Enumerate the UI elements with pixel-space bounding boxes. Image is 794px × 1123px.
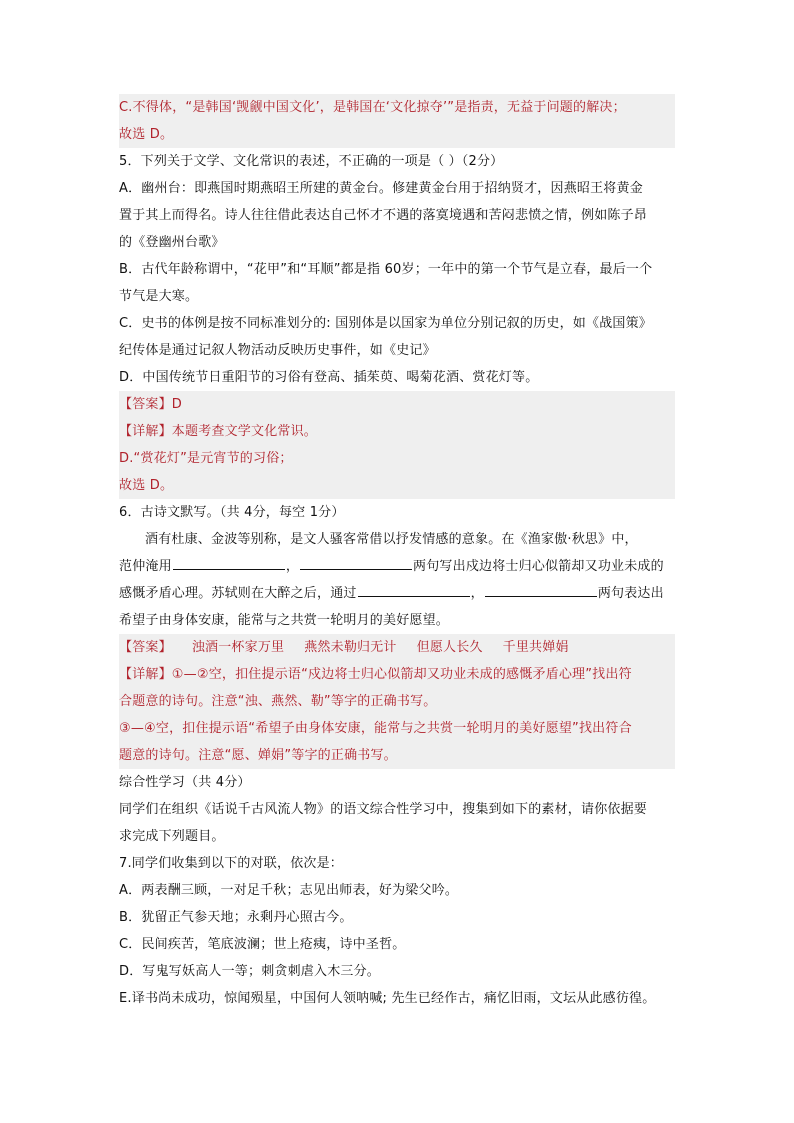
answer-label: 【答案】 [119, 640, 172, 655]
q6-text: 两句写出戍边将士归心似箭却又功业未成的 [413, 559, 664, 574]
q7-couplet-e: E.译书尚未成功，惊闻殒星，中国何人领呐喊; 先生已经作古，痛忆旧雨，文坛从此感彷徨。 [119, 991, 656, 1006]
q4-explanation-c: C.不得体，“是韩国‘觊觎中国文化’，是韩国在‘文化掠夺’”是指责，无益于问题的解决； [119, 94, 675, 121]
q5-option-a-line1: A．幽州台：即燕国时期燕昭王所建的黄金台。修建黄金台用于招纳贤才，因燕昭王将黄金 [119, 181, 643, 196]
fill-blank-4[interactable] [485, 581, 597, 597]
comprehensive-title: 综合性学习（共 4分） [119, 775, 251, 790]
comprehensive-intro-2: 求完成下列题目。 [119, 829, 225, 844]
q5-option-b-line1: B．古代年龄称谓中，“花甲”和“耳顺”都是指 60岁；一年中的第一个节气是立春，最后一个 [119, 262, 653, 277]
q5-option-a-line2: 置于其上而得名。诗人往往借此表达自己怀才不遇的落寞境遇和苦闷悲愤之情，例如陈子昂 [119, 208, 648, 223]
q5-explanation-1: 【详解】本题考查文学文化常识。 [119, 418, 675, 445]
q6-text: 范仲淹用 [119, 559, 172, 574]
q5-option-b-line2: 节气是大寒。 [119, 289, 199, 304]
answer-2: 燕然未勒归无计 [304, 640, 397, 655]
q6-explanation-2: 合题意的诗句。注意“浊、燕然、勒”等字的正确书写。 [119, 688, 675, 715]
q5-option-c-line2: 纪传体是通过记叙人物活动反映历史事件，如《史记》 [119, 343, 436, 358]
q6-passage-line1: 酒有杜康、金波等别称，是文人骚客常借以抒发情感的意象。在《渔家傲·秋思》中， [145, 532, 638, 547]
q6-text: 两句表达出 [597, 586, 664, 601]
fill-blank-1[interactable] [173, 554, 285, 570]
answer-4: 千里共婵娟 [502, 640, 569, 655]
q5-option-d: D．中国传统节日重阳节的习俗有登高、插茱萸、喝菊花酒、赏花灯等。 [119, 370, 539, 385]
fill-blank-3[interactable] [358, 581, 470, 597]
q6-answer [119, 634, 675, 661]
answer-3: 但愿人长久 [416, 640, 483, 655]
q6-explanation-1: 【详解】①—②空，扣住提示语“戍边将士归心似箭却又功业未成的感慨矛盾心理”找出符 [119, 661, 675, 688]
q4-conclusion: 故选 D。 [119, 121, 675, 148]
q7-couplet-c: C．民间疾苦，笔底波澜；世上疮痍，诗中圣哲。 [119, 937, 406, 952]
q5-answer: 【答案】D [119, 391, 675, 418]
q5-explanation-3: 故选 D。 [119, 472, 675, 499]
q6-passage-line3 [119, 580, 675, 607]
q5-option-a-line3: 的《登幽州台歌》 [119, 235, 225, 250]
q6-passage-line2 [119, 553, 675, 580]
q6-text: ， [470, 586, 484, 601]
q7-couplet-d: D．写鬼写妖高人一等；刺贪刺虐入木三分。 [119, 964, 381, 979]
q6-text: ， [285, 559, 300, 574]
q7-title: 7.同学们收集到以下的对联，依次是： [119, 856, 344, 871]
page-content [119, 94, 675, 1012]
comprehensive-intro-1: 同学们在组织《话说千古风流人物》的语文综合性学习中，搜集到如下的素材，请你依据要 [119, 802, 648, 817]
q5-option-c-line1: C．史书的体例是按不同标准划分的: 国别体是以国家为单位分别记叙的历史，如《战国策》 [119, 316, 652, 331]
q6-explanation-4: 题意的诗句。注意“愿、婵娟”等字的正确书写。 [119, 742, 675, 769]
fill-blank-2[interactable] [300, 554, 412, 570]
q6-explanation-3: ③—④空，扣住提示语“希望子由身体安康，能常与之共赏一轮明月的美好愿望”找出符合 [119, 715, 675, 742]
q7-couplet-b: B．犹留正气参天地；永剩丹心照古今。 [119, 910, 353, 925]
answer-1: 浊酒一杯家万里 [191, 640, 285, 655]
q7-couplet-a: A．两表酬三顾，一对足千秋；志见出师表，好为梁父吟。 [119, 883, 459, 898]
q6-text: 感慨矛盾心理。苏轼则在大醉之后，通过 [119, 586, 357, 601]
q5-title: 5．下列关于文学、文化常识的表述，不正确的一项是（ ）（2分） [119, 154, 504, 169]
q5-explanation-2: D.“赏花灯”是元宵节的习俗； [119, 445, 675, 472]
q6-title: 6．古诗文默写。（共 4分，每空 1分） [119, 505, 345, 520]
q6-passage-line4: 希望子由身体安康，能常与之共赏一轮明月的美好愿望。 [119, 613, 450, 628]
